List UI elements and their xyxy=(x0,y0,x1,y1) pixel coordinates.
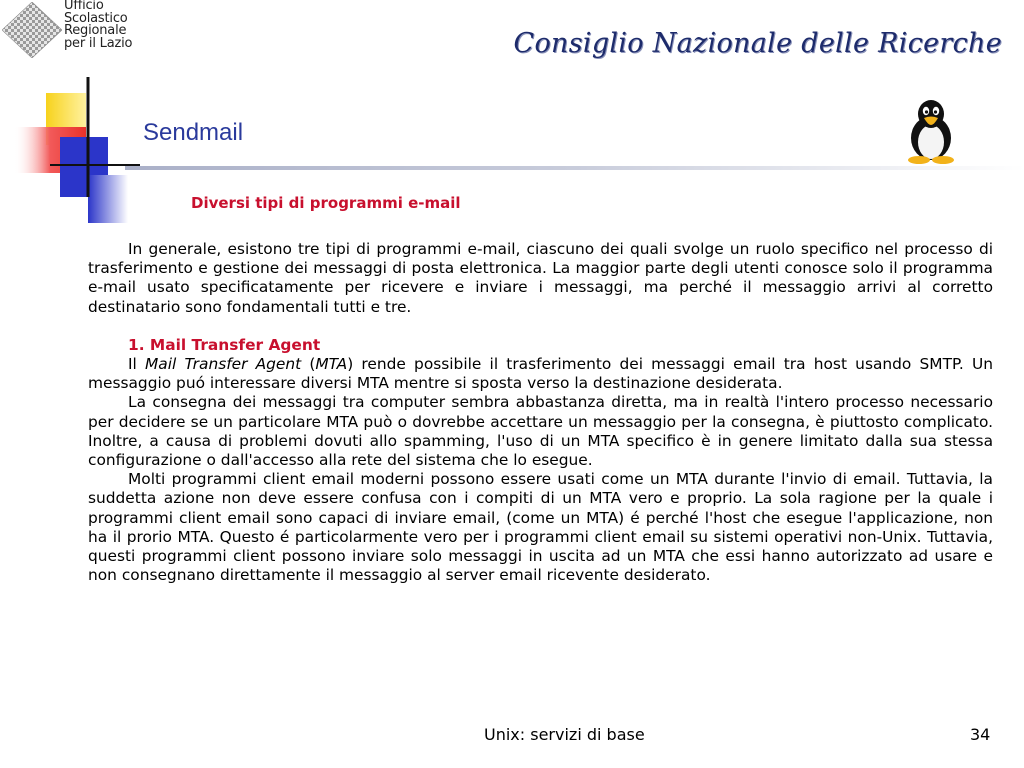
p1-paren: ( xyxy=(301,355,316,374)
logo-line-3: Regionale xyxy=(64,23,127,38)
term-mta: MTA xyxy=(315,355,348,374)
slide-subtitle: Diversi tipi di programmi e-mail xyxy=(191,194,461,212)
title-underline xyxy=(125,166,1024,170)
usr-lazio-logo xyxy=(0,0,178,62)
logo-line-2: Scolastico xyxy=(64,10,128,26)
footer-course-title: Unix: servizi di base xyxy=(484,725,645,744)
slide-title: Sendmail xyxy=(143,119,244,146)
section-heading: 1. Mail Transfer Agent xyxy=(128,335,321,354)
intro-paragraph: In generale, esistono tre tipi di programmi e-mail, ciascuno dei quali svolge un ruolo specifico nel processo di trasferimento e gestione dei messaggi di posta elettronica. La maggior parte degli utenti conosce solo il programma e-mail usato specificatamente per ricevere e inviare i messaggi, ma perché il messaggio arrivi al corretto destinatario sono fondamentali tutti e tre. xyxy=(88,240,993,316)
p1-prefix: Il xyxy=(128,355,146,374)
cnr-logo: Consiglio Nazionale delle Ricerche xyxy=(513,28,1002,59)
logo-line-1: Ufficio xyxy=(64,0,104,13)
paragraph-delivery: La consegna dei messaggi tra computer sembra abbastanza diretta, ma in realtà l'intero processo necessario per decidere se un particolare MTA può o dovrebbe accettare un messaggio per la consegna, è piuttosto complicato. Inoltre, a causa di problemi dovuti allo spamming, l'uso di un MTA specifico è in genere limitato dalla sua stessa configurazione o dall'accesso alla rete del sistema che lo esegue. xyxy=(88,393,993,470)
slide-body xyxy=(88,240,993,585)
term-mail-transfer-agent: Mail Transfer Agent xyxy=(145,355,302,374)
logo-line-4: per il Lazio xyxy=(64,35,133,51)
p1-rest: ) rende possibile il trasferimento dei messaggi email tra host usando SMTP. Un messaggio puó interessare diversi MTA mentre si sposta verso la destinazione desiderata. xyxy=(88,355,993,393)
page-number: 34 xyxy=(970,725,991,744)
tux-penguin-icon xyxy=(899,98,963,164)
paragraph-mta-definition xyxy=(88,355,993,393)
usr-lazio-grid-mark xyxy=(2,2,62,58)
decorative-shapes xyxy=(0,75,140,225)
paragraph-client-programs: Molti programmi client email moderni possono essere usati come un MTA durante l'invio di email. Tuttavia, la suddetta azione non deve essere confusa con i compiti di un MTA vero e proprio. La sola ragione per la quale i programmi client email sono capaci di inviare email, (come un MTA) é perché l'host che esegue l'applicazione, non ha il prorio MTA. Questo é particolarmente vero per i programmi client email su sistemi operativi non-Unix. Tuttavia, questi programmi client possono inviare solo messaggi in uscita ad un MTA che essi hanno autorizzato ad usare e non consegnano direttamente il messaggio al server email ricevente desiderato. xyxy=(88,470,993,585)
